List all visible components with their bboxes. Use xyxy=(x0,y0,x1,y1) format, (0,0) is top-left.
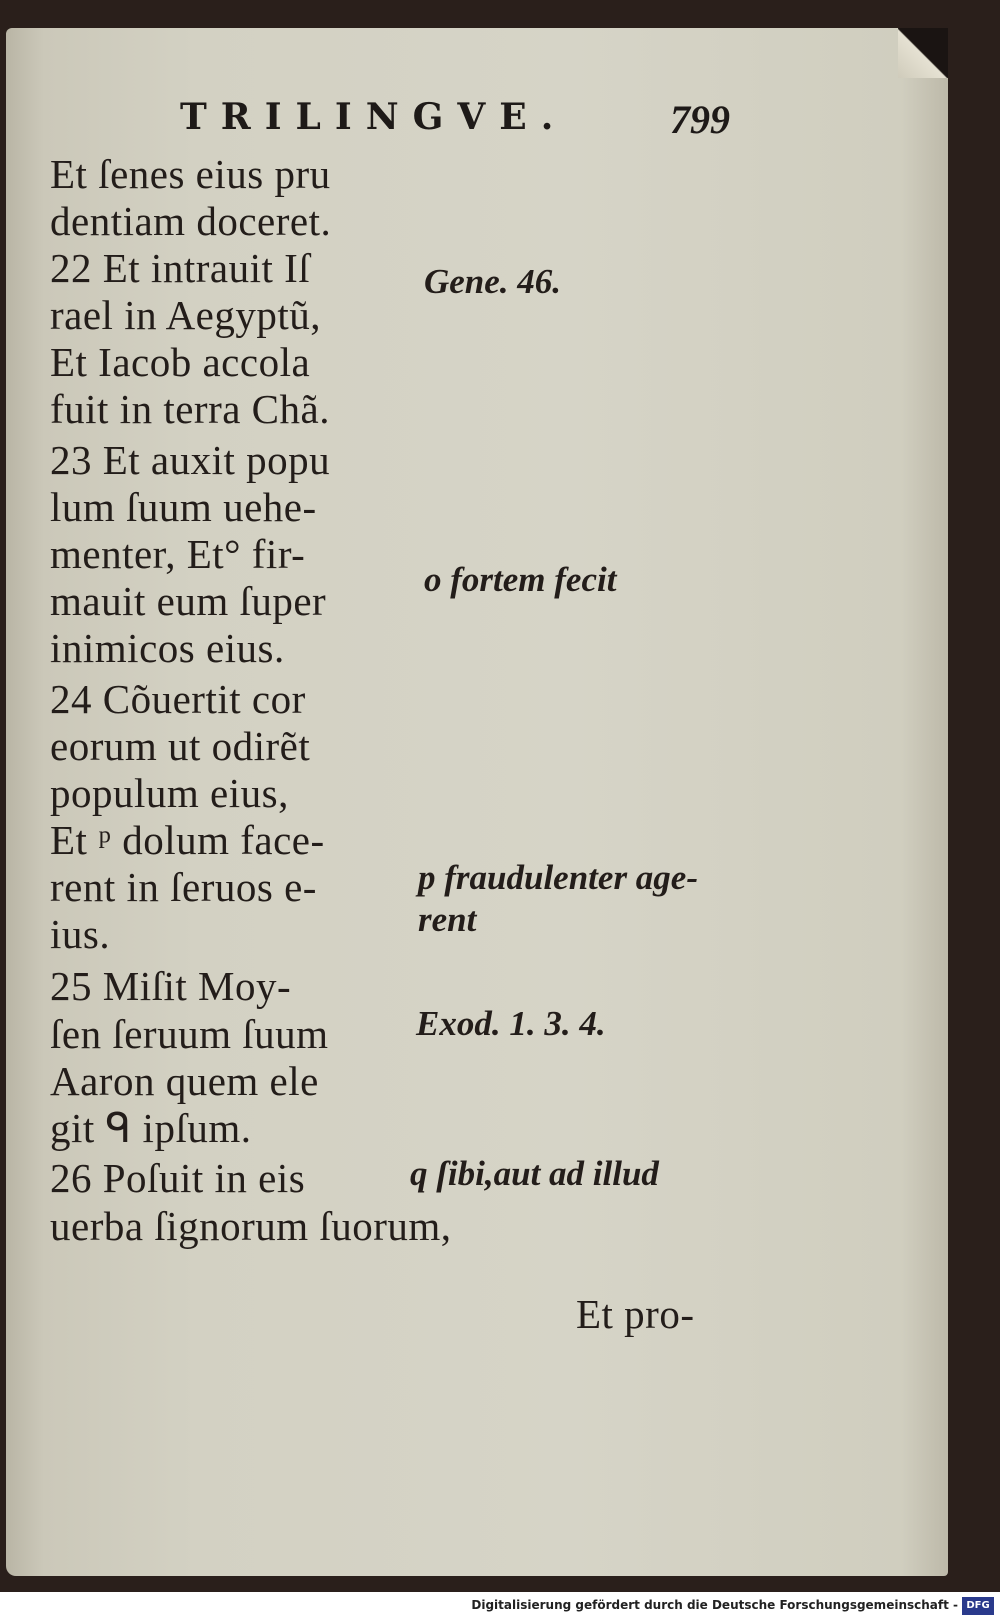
dfg-logo-icon: DFG xyxy=(962,1597,994,1615)
text-line: dentiam doceret. xyxy=(50,198,332,244)
page-number: 799 xyxy=(670,97,730,142)
text-line: 26 Poſuit in eis xyxy=(50,1155,306,1201)
text-line: Et ᵖ dolum face- xyxy=(50,817,325,863)
text-line: git ᑫ ipſum. xyxy=(50,1105,252,1151)
text-line: lum ſuum uehe- xyxy=(50,484,317,530)
text-line: Aaron quem ele xyxy=(50,1058,319,1104)
margin-note: rent xyxy=(418,900,477,939)
text-line: 23 Et auxit popu xyxy=(50,437,331,483)
margin-note: p fraudulenter age- xyxy=(418,858,698,897)
text-line: Et Iacob accola xyxy=(50,339,311,385)
text-line: rael in Aegyptũ, xyxy=(50,292,322,338)
digitization-footer xyxy=(0,1592,1000,1622)
footer-credit: Digitalisierung gefördert durch die Deutsche Forschungsgemeinschaft - xyxy=(471,1598,958,1612)
text-line: 25 Miſit Moy- xyxy=(50,963,292,1009)
running-head: TRILINGVE. xyxy=(180,96,568,138)
text-line: uerba ſignorum ſuorum, xyxy=(50,1203,452,1249)
page-header xyxy=(180,96,740,146)
text-line: ius. xyxy=(50,911,111,957)
margin-note: o fortem fecit xyxy=(424,560,617,599)
margin-note: q ſibi,aut ad illud xyxy=(410,1154,659,1193)
folded-page-corner xyxy=(898,28,948,78)
text-line: mauit eum ſuper xyxy=(50,578,327,624)
text-line: fuit in terra Chã. xyxy=(50,386,330,432)
text-line: rent in ſeruos e- xyxy=(50,864,317,910)
margin-note: Exod. 1. 3. 4. xyxy=(416,1004,606,1043)
catchword: Et pro- xyxy=(576,1291,695,1337)
text-line: 22 Et intrauit Iſ xyxy=(50,245,311,291)
margin-note: Gene. 46. xyxy=(424,262,562,301)
text-line: inimicos eius. xyxy=(50,625,285,671)
text-line: menter, Et° fir- xyxy=(50,531,306,577)
text-line: populum eius, xyxy=(50,770,289,816)
text-line: eorum ut odirẽt xyxy=(50,723,311,769)
text-line: 24 Cõuertit cor xyxy=(50,676,306,722)
text-line: Et ſenes eius pru xyxy=(50,151,331,197)
text-line: ſen ſeruum ſuum xyxy=(50,1011,329,1057)
